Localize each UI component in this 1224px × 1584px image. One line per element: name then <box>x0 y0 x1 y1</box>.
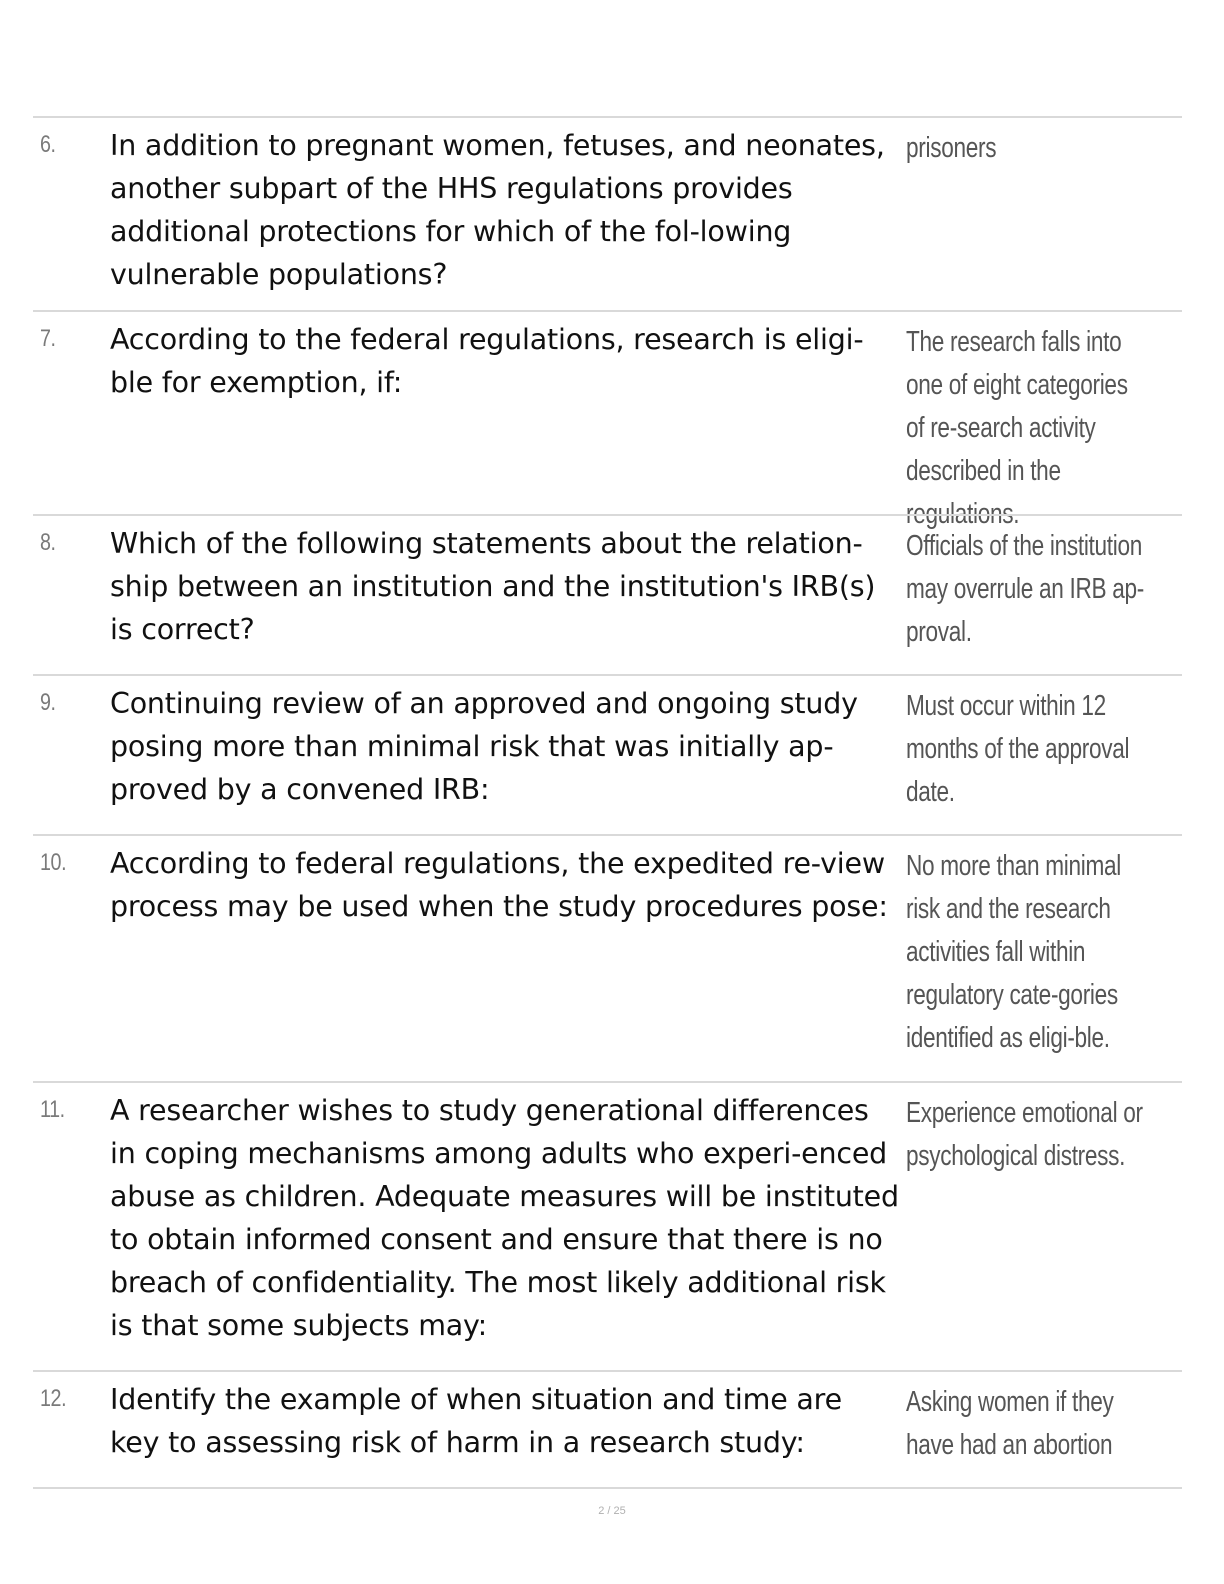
table-row <box>33 310 1182 530</box>
answer-text: Officials of the institution may overrule an IRB ap-proval. <box>906 530 1144 648</box>
answer-text: The research falls into one of eight categories of re-search activity described in the regulations. <box>906 326 1128 530</box>
question-text: Continuing review of an approved and ongoing study posing more than minimal risk that was initially ap-proved by a convened IRB: <box>110 687 858 806</box>
question-number: 6. <box>40 131 56 158</box>
question-number: 10. <box>40 849 67 876</box>
question-text: Identify the example of when situation and time are key to assessing risk of harm in a research study: <box>110 1383 842 1459</box>
page-number: 2 / 25 <box>598 1505 626 1517</box>
table-row <box>33 1081 1182 1370</box>
table-row <box>33 1370 1182 1489</box>
answer-text: Must occur within 12 months of the approval date. <box>906 690 1130 808</box>
question-text: According to the federal regulations, research is eligi-ble for exemption, if: <box>110 323 864 399</box>
question-number: 7. <box>40 325 56 352</box>
question-text: Which of the following statements about the relation-ship between an institution and the institution's IRB(s) is correct? <box>110 527 876 646</box>
question-text: According to federal regulations, the expedited re-view process may be used when the study procedures pose: <box>110 847 888 923</box>
question-number: 9. <box>40 689 56 716</box>
question-text: A researcher wishes to study generational differences in coping mechanisms among adults who experi-enced abuse as children. Adequate measures will be instituted to obtain informed consent and ensure that there is no breach of confidentiality. The most likely additional risk is that some subjects may: <box>110 1094 899 1342</box>
qa-table <box>33 116 1182 1489</box>
table-row <box>33 514 1182 674</box>
table-row <box>33 834 1182 1081</box>
question-number: 11. <box>40 1096 65 1123</box>
table-row <box>33 116 1182 310</box>
question-text: In addition to pregnant women, fetuses, and neonates, another subpart of the HHS regulations provides additional protections for which of the fol-lowing vulnerable populations? <box>110 129 885 291</box>
question-number: 12. <box>40 1385 67 1412</box>
question-number: 8. <box>40 529 56 556</box>
answer-text: prisoners <box>906 132 997 164</box>
table-row <box>33 674 1182 834</box>
answer-text: Experience emotional or psychological distress. <box>906 1097 1143 1172</box>
answer-text: Asking women if they have had an abortion <box>906 1386 1114 1461</box>
answer-text: No more than minimal risk and the research activities fall within regulatory cate-gories identified as eligi-ble. <box>906 850 1122 1054</box>
